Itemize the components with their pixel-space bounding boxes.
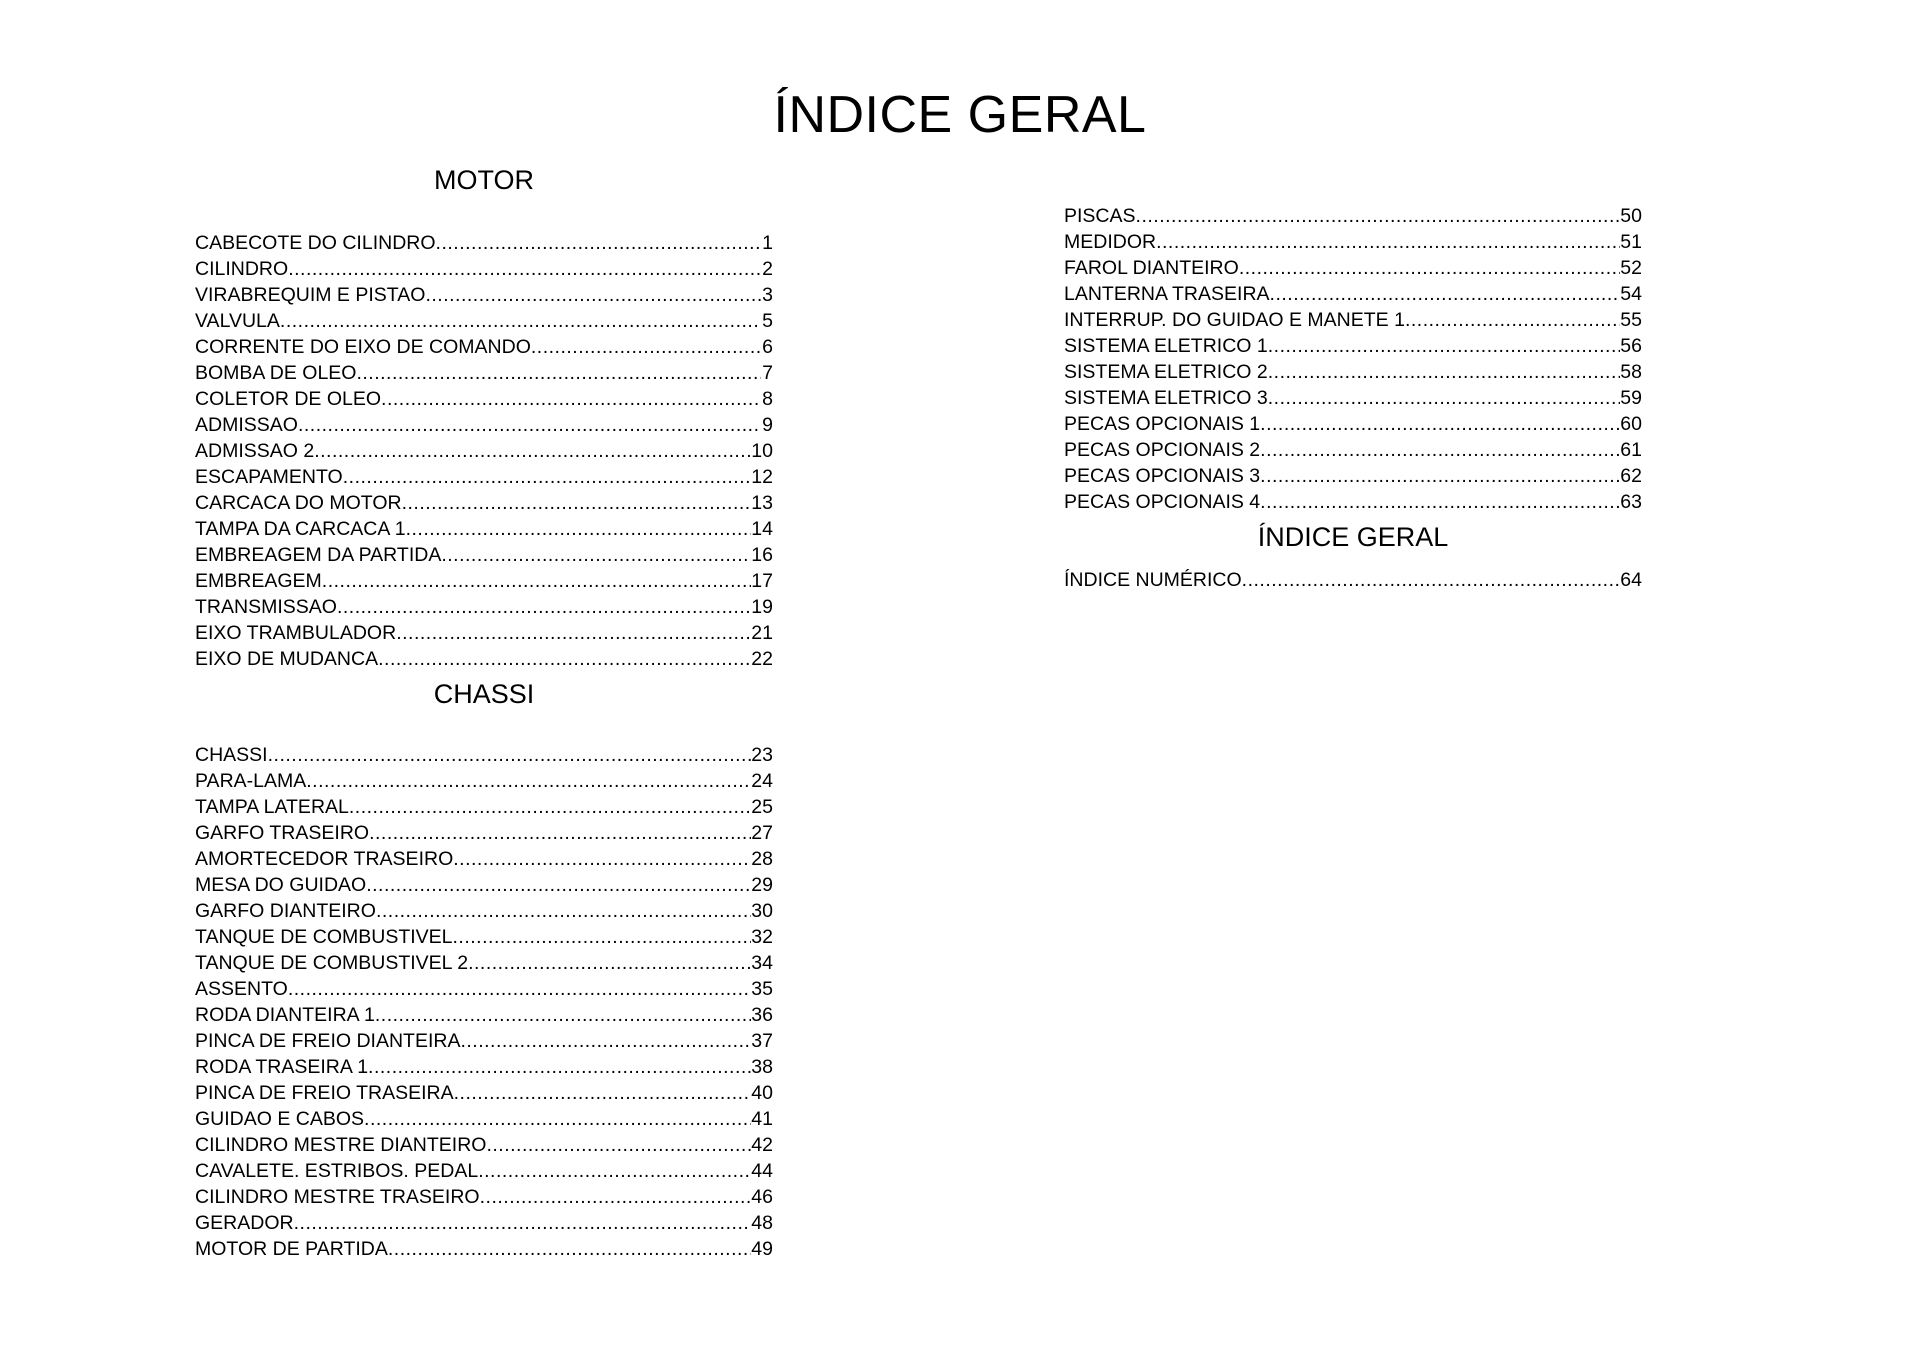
toc-entry-page-number: 14 <box>751 518 773 540</box>
toc-entry-page-number: 64 <box>1620 569 1642 591</box>
section-heading-chassi: CHASSI <box>433 679 535 709</box>
toc-entry <box>195 438 773 464</box>
toc-entry-label: TANQUE DE COMBUSTIVEL <box>195 926 453 948</box>
toc-entry <box>195 568 773 594</box>
toc-entry <box>1064 359 1642 385</box>
dot-leader <box>366 872 751 898</box>
dot-leader <box>1270 281 1621 307</box>
toc-entry-label: RODA DIANTEIRA 1 <box>195 1004 375 1026</box>
toc-entry-page-number: 8 <box>762 388 773 410</box>
dot-leader <box>378 646 751 672</box>
toc-entry-label: CILINDRO MESTRE DIANTEIRO <box>195 1134 487 1156</box>
toc-list-chassi <box>195 742 773 1262</box>
toc-entry-label: SISTEMA ELETRICO 2 <box>1064 361 1268 383</box>
toc-entry-label: EMBREAGEM DA PARTIDA <box>195 544 442 566</box>
toc-entry-label: RODA TRASEIRA 1 <box>195 1056 369 1078</box>
toc-entry <box>195 334 773 360</box>
dot-leader <box>453 846 751 872</box>
toc-entry-label: GUIDAO E CABOS <box>195 1108 365 1130</box>
toc-entry <box>195 386 773 412</box>
dot-leader <box>381 386 761 412</box>
toc-entry-page-number: 30 <box>751 900 773 922</box>
dot-leader <box>280 308 761 334</box>
toc-entry <box>1064 281 1642 307</box>
toc-entry-label: TANQUE DE COMBUSTIVEL 2 <box>195 952 469 974</box>
page-title: ÍNDICE GERAL <box>773 86 1147 144</box>
toc-entry-page-number: 24 <box>751 770 773 792</box>
toc-entry <box>1064 203 1642 229</box>
toc-entry-label: CORRENTE DO EIXO DE COMANDO <box>195 336 531 358</box>
toc-entry-label: MEDIDOR <box>1064 231 1157 253</box>
toc-entry-label: CHASSI <box>195 744 268 766</box>
toc-entry <box>195 646 773 672</box>
toc-entry-label: LANTERNA TRASEIRA <box>1064 283 1270 305</box>
toc-entry-label: EIXO DE MUDANCA <box>195 648 379 670</box>
dot-leader <box>343 464 752 490</box>
toc-entry-label: ADMISSAO 2 <box>195 440 315 462</box>
toc-entry-label: SISTEMA ELETRICO 3 <box>1064 387 1268 409</box>
toc-entry-page-number: 29 <box>751 874 773 896</box>
dot-leader <box>454 1080 752 1106</box>
toc-entry <box>195 620 773 646</box>
toc-entry-label: CILINDRO <box>195 258 289 280</box>
toc-entry-label: CAVALETE. ESTRIBOS. PEDAL <box>195 1160 479 1182</box>
toc-entry <box>195 976 773 1002</box>
toc-entry <box>1064 489 1642 515</box>
dot-leader <box>364 1106 751 1132</box>
toc-entry-page-number: 7 <box>762 362 773 384</box>
toc-entry-label: BOMBA DE OLEO <box>195 362 357 384</box>
toc-entry-page-number: 51 <box>1620 231 1642 253</box>
toc-entry <box>195 230 773 256</box>
toc-entry <box>1064 411 1642 437</box>
dot-leader <box>486 1132 751 1158</box>
toc-entry-label: ASSENTO <box>195 978 288 1000</box>
toc-entry-label: EIXO TRAMBULADOR <box>195 622 397 644</box>
toc-entry-page-number: 17 <box>751 570 773 592</box>
toc-entry <box>195 768 773 794</box>
toc-entry-label: PECAS OPCIONAIS 3 <box>1064 465 1261 487</box>
dot-leader <box>1239 255 1620 281</box>
toc-entry-label: TRANSMISSAO <box>195 596 337 618</box>
toc-entry-page-number: 9 <box>762 414 773 436</box>
toc-entry-page-number: 1 <box>762 232 773 254</box>
toc-entry <box>195 412 773 438</box>
toc-entry <box>195 846 773 872</box>
toc-entry-label: CILINDRO MESTRE TRASEIRO <box>195 1186 480 1208</box>
toc-entry <box>1064 307 1642 333</box>
dot-leader <box>396 620 751 646</box>
toc-entry-page-number: 46 <box>751 1186 773 1208</box>
toc-entry-page-number: 36 <box>751 1004 773 1026</box>
toc-entry <box>195 898 773 924</box>
dot-leader <box>478 1158 751 1184</box>
toc-entry <box>195 464 773 490</box>
toc-entry-page-number: 16 <box>751 544 773 566</box>
toc-entry <box>195 542 773 568</box>
toc-entry-page-number: 48 <box>751 1212 773 1234</box>
dot-leader <box>436 230 761 256</box>
toc-entry-page-number: 55 <box>1620 309 1642 331</box>
dot-leader <box>369 820 751 846</box>
dot-leader <box>441 542 751 568</box>
toc-entry <box>195 820 773 846</box>
toc-entry <box>195 516 773 542</box>
toc-entry-label: SISTEMA ELETRICO 1 <box>1064 335 1268 357</box>
dot-leader <box>314 438 751 464</box>
toc-entry-page-number: 61 <box>1620 439 1642 461</box>
toc-entry <box>195 360 773 386</box>
dot-leader <box>349 794 751 820</box>
toc-entry <box>195 1106 773 1132</box>
toc-entry-page-number: 27 <box>751 822 773 844</box>
toc-entry <box>195 1184 773 1210</box>
toc-entry-page-number: 62 <box>1620 465 1642 487</box>
dot-leader <box>531 334 761 360</box>
toc-entry-page-number: 34 <box>751 952 773 974</box>
toc-entry <box>195 1080 773 1106</box>
section-heading-indice-geral: ÍNDICE GERAL <box>1257 522 1449 552</box>
dot-leader <box>368 1054 751 1080</box>
toc-entry <box>1064 255 1642 281</box>
dot-leader <box>1268 359 1621 385</box>
toc-entry <box>1064 229 1642 255</box>
dot-leader <box>1260 463 1620 489</box>
toc-entry-label: GERADOR <box>195 1212 294 1234</box>
toc-entry-label: AMORTECEDOR TRASEIRO <box>195 848 454 870</box>
toc-entry-page-number: 50 <box>1620 205 1642 227</box>
toc-list-indice <box>1064 567 1642 593</box>
toc-entry-page-number: 35 <box>751 978 773 1000</box>
dot-leader <box>1260 489 1620 515</box>
toc-entry <box>195 1236 773 1262</box>
toc-entry <box>195 1054 773 1080</box>
toc-entry-page-number: 22 <box>751 648 773 670</box>
dot-leader <box>1136 203 1621 229</box>
toc-entry-label: GARFO DIANTEIRO <box>195 900 376 922</box>
toc-entry-label: ADMISSAO <box>195 414 298 436</box>
toc-entry-label: VIRABREQUIM E PISTAO <box>195 284 426 306</box>
toc-entry-page-number: 28 <box>751 848 773 870</box>
dot-leader <box>402 490 752 516</box>
toc-right-column <box>1064 203 1642 593</box>
toc-entry-page-number: 63 <box>1620 491 1642 513</box>
toc-entry-label: PINCA DE FREIO TRASEIRA <box>195 1082 454 1104</box>
dot-leader <box>1156 229 1620 255</box>
dot-leader <box>1260 411 1620 437</box>
toc-entry <box>195 794 773 820</box>
toc-entry-label: ESCAPAMENTO <box>195 466 343 488</box>
toc-entry-page-number: 59 <box>1620 387 1642 409</box>
toc-entry <box>195 924 773 950</box>
toc-entry <box>195 308 773 334</box>
dot-leader <box>298 412 761 438</box>
toc-entry-page-number: 38 <box>751 1056 773 1078</box>
toc-entry <box>195 950 773 976</box>
toc-entry-page-number: 60 <box>1620 413 1642 435</box>
dot-leader <box>356 360 761 386</box>
toc-entry-label: TAMPA DA CARCACA 1 <box>195 518 406 540</box>
toc-entry <box>1064 567 1642 593</box>
toc-entry <box>1064 463 1642 489</box>
dot-leader <box>306 768 751 794</box>
dot-leader <box>1260 437 1620 463</box>
toc-entry-page-number: 21 <box>751 622 773 644</box>
toc-entry-label: INTERRUP. DO GUIDAO E MANETE 1 <box>1064 309 1405 331</box>
dot-leader <box>425 282 761 308</box>
toc-entry-label: PISCAS <box>1064 205 1136 227</box>
toc-entry-page-number: 10 <box>751 440 773 462</box>
toc-list-motor <box>195 230 773 672</box>
toc-entry <box>195 256 773 282</box>
toc-entry-label: CARCACA DO MOTOR <box>195 492 402 514</box>
toc-entry-label: PINCA DE FREIO DIANTEIRA <box>195 1030 461 1052</box>
toc-entry <box>195 1028 773 1054</box>
toc-entry-page-number: 19 <box>751 596 773 618</box>
toc-entry <box>195 1002 773 1028</box>
dot-leader <box>288 256 761 282</box>
toc-left-column <box>195 160 773 1262</box>
toc-entry-page-number: 3 <box>762 284 773 306</box>
dot-leader <box>453 924 752 950</box>
dot-leader <box>322 568 752 594</box>
toc-entry-page-number: 41 <box>751 1108 773 1130</box>
toc-entry-page-number: 42 <box>751 1134 773 1156</box>
dot-leader <box>406 516 752 542</box>
toc-entry <box>195 1132 773 1158</box>
toc-entry-label: PECAS OPCIONAIS 2 <box>1064 439 1261 461</box>
toc-entry-label: FAROL DIANTEIRO <box>1064 257 1239 279</box>
dot-leader <box>1268 385 1621 411</box>
toc-entry <box>1064 333 1642 359</box>
toc-entry-label: MESA DO GUIDAO <box>195 874 367 896</box>
toc-entry <box>195 1210 773 1236</box>
dot-leader <box>1405 307 1620 333</box>
toc-entry-page-number: 49 <box>751 1238 773 1260</box>
toc-entry-page-number: 54 <box>1620 283 1642 305</box>
toc-entry-label: PECAS OPCIONAIS 1 <box>1064 413 1261 435</box>
toc-entry <box>195 490 773 516</box>
toc-entry-label: COLETOR DE OLEO <box>195 388 382 410</box>
toc-entry-page-number: 23 <box>751 744 773 766</box>
toc-entry <box>195 872 773 898</box>
toc-entry-label: MOTOR DE PARTIDA <box>195 1238 388 1260</box>
toc-entry-page-number: 40 <box>751 1082 773 1104</box>
toc-entry-label: CABECOTE DO CILINDRO <box>195 232 436 254</box>
toc-entry-page-number: 6 <box>762 336 773 358</box>
dot-leader <box>376 898 751 924</box>
toc-entry-page-number: 44 <box>751 1160 773 1182</box>
dot-leader <box>480 1184 752 1210</box>
toc-entry <box>1064 437 1642 463</box>
toc-entry <box>1064 385 1642 411</box>
dot-leader <box>468 950 751 976</box>
dot-leader <box>460 1028 751 1054</box>
toc-entry-page-number: 12 <box>751 466 773 488</box>
toc-entry-page-number: 52 <box>1620 257 1642 279</box>
toc-entry <box>195 282 773 308</box>
dot-leader <box>1242 567 1621 593</box>
toc-entry-label: EMBREAGEM <box>195 570 322 592</box>
toc-list-eletrica <box>1064 203 1642 515</box>
toc-entry-label: GARFO TRASEIRO <box>195 822 370 844</box>
section-heading-motor: MOTOR <box>434 165 534 195</box>
dot-leader <box>337 594 751 620</box>
toc-entry-page-number: 2 <box>762 258 773 280</box>
dot-leader <box>375 1002 751 1028</box>
toc-entry-page-number: 5 <box>762 310 773 332</box>
toc-entry-page-number: 13 <box>751 492 773 514</box>
dot-leader <box>268 742 752 768</box>
toc-entry-page-number: 32 <box>751 926 773 948</box>
dot-leader <box>288 976 751 1002</box>
toc-entry-page-number: 37 <box>751 1030 773 1052</box>
toc-entry-label: VALVULA <box>195 310 280 332</box>
toc-entry <box>195 742 773 768</box>
toc-entry-label: PARA-LAMA <box>195 770 307 792</box>
toc-entry <box>195 594 773 620</box>
dot-leader <box>1268 333 1621 359</box>
toc-entry-label: TAMPA LATERAL <box>195 796 349 818</box>
toc-entry-page-number: 25 <box>751 796 773 818</box>
toc-entry-page-number: 58 <box>1620 361 1642 383</box>
toc-entry-label: PECAS OPCIONAIS 4 <box>1064 491 1261 513</box>
dot-leader <box>294 1210 752 1236</box>
toc-entry-page-number: 56 <box>1620 335 1642 357</box>
dot-leader <box>388 1236 751 1262</box>
toc-entry <box>195 1158 773 1184</box>
toc-entry-label: ÍNDICE NUMÉRICO <box>1064 569 1242 591</box>
